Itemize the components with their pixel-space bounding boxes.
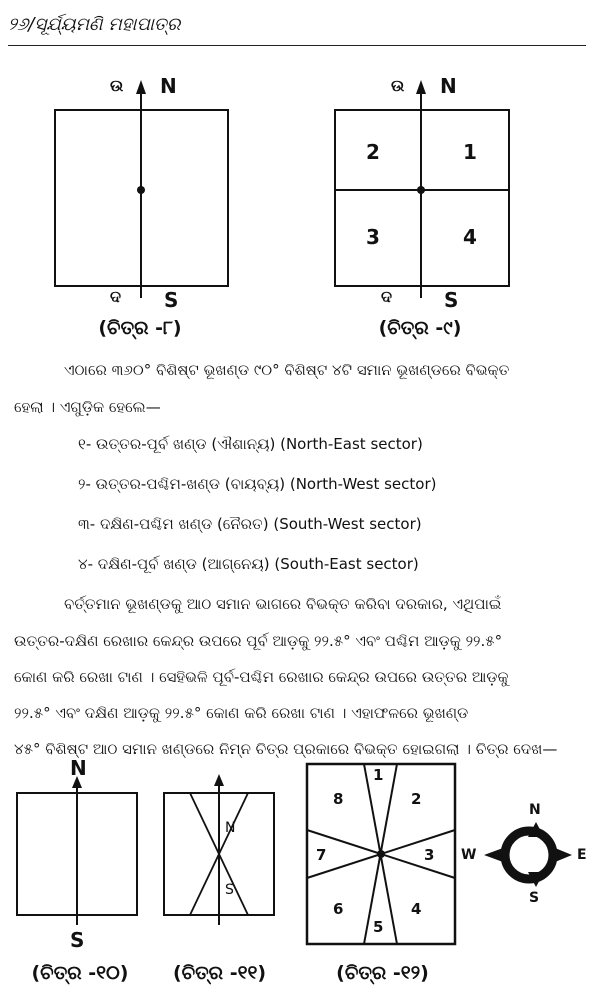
- fig12-sector-3: 3: [424, 846, 435, 864]
- para2-line-3: କୋଣ କରି ରେଖା ଟାଣ । ସେହିଭଳି ପୂର୍ବ-ପଶ୍ଚିମ ରେଖାର କେନ୍ଦ୍ର ଉପରେ ଉତ୍ତର ଆଡ଼କୁ: [14, 668, 509, 686]
- fig12-center-dot: [377, 850, 385, 858]
- fig12-sector-2: 2: [411, 790, 422, 808]
- fig11-caption: (ଚିତ୍ର -୧୧): [172, 962, 267, 984]
- fig9-south-label: S: [444, 288, 459, 312]
- fig11-south-label: S: [225, 882, 234, 898]
- fig9-center-dot: [417, 186, 425, 194]
- compass-s-label: S: [529, 890, 540, 906]
- para1-line-1: ଏଠାରେ ୩୬୦° ବିଶିଷ୍ଟ ଭୂଖଣ୍ଡ ୯୦° ବିଶିଷ୍ଟ ୪ଟି ସମାନ ଭୂଖଣ୍ଡରେ ବିଭକ୍ତ: [64, 361, 510, 379]
- fig8-north-odia-label: ଉ: [110, 76, 124, 95]
- fig9-north-odia-label: ଉ: [391, 76, 405, 95]
- fig10-caption: (ଚିତ୍ର -୧୦): [31, 962, 129, 984]
- fig11-north-label: N: [225, 820, 236, 836]
- fig11-north-arrow: [214, 774, 224, 786]
- sector-item-4: ୪- ଦକ୍ଷିଣ-ପୂର୍ବ ଖଣ୍ଡ (ଆଗ୍ନେୟ) (South-East sector): [78, 555, 419, 573]
- para2-line-2: ଉତ୍ତର-ଦକ୍ଷିଣ ରେଖାର କେନ୍ଦ୍ର ଉପରେ ପୂର୍ବ ଆଡ଼କୁ ୨୨.୫° ଏବଂ ପଶ୍ଚିମ ଆଡ଼କୁ ୨୨.୫°: [14, 632, 503, 650]
- para2-line-4: ୨୨.୫° ଏବଂ ଦକ୍ଷିଣ ଆଡ଼କୁ ୨୨.୫° କୋଣ କରି ରେଖା ଟାଣ । ଏହାଫଳରେ ଭୂଖଣ୍ଡ: [14, 704, 469, 722]
- fig9-north-label: N: [440, 74, 457, 98]
- fig8-south-odia-label: ଦ: [110, 287, 122, 306]
- fig12-sector-7: 7: [316, 846, 327, 864]
- fig12-sector-5: 5: [373, 918, 384, 936]
- fig12-caption: (ଚିତ୍ର -୧୨): [336, 962, 429, 984]
- fig9-quadrant-2: 2: [366, 140, 380, 164]
- fig9-quadrant-3: 3: [366, 225, 380, 249]
- sector-item-2: ୨- ଉତ୍ତର-ପଶ୍ଚିମ-ଖଣ୍ଡ (ବାୟବ୍ୟ) (North-West sector): [78, 475, 437, 493]
- fig8-diagram: [55, 80, 228, 298]
- para2-line-5: ୪୫° ବିଶିଷ୍ଟ ଆଠ ସମାନ ଖଣ୍ଡରେ ନିମ୍ନ ଚିତ୍ର ପ୍ରକାରେ ବିଭକ୍ତ ହୋଇଗଲା । ଚିତ୍ର ଦେଖ—: [14, 740, 558, 758]
- compass-n-label: N: [529, 802, 541, 818]
- sector-item-3: ୩- ଦକ୍ଷିଣ-ପଶ୍ଚିମ ଖଣ୍ଡ (ନୈରତ) (South-West sector): [78, 515, 422, 533]
- fig12-sector-6: 6: [333, 900, 344, 918]
- compass-ring: [505, 831, 553, 879]
- fig8-caption: (ଚିତ୍ର -୮): [98, 317, 182, 339]
- fig8-south-label: S: [164, 288, 179, 312]
- fig10-north-label: N: [70, 756, 87, 780]
- fig8-north-label: N: [160, 74, 177, 98]
- compass-rose: [484, 822, 572, 887]
- compass-west-point: [484, 848, 503, 862]
- fig11-diagram: [164, 774, 274, 925]
- fig8-north-arrow: [136, 80, 146, 94]
- fig10-south-label: S: [70, 928, 85, 952]
- fig9-caption: (ଚିତ୍ର -୯): [378, 317, 462, 339]
- fig9-diagram: [335, 80, 509, 298]
- fig8-center-dot: [137, 186, 145, 194]
- fig9-south-odia-label: ଦ: [381, 287, 393, 306]
- fig9-quadrant-4: 4: [463, 225, 477, 249]
- para2-line-1: ବର୍ତ୍ତମାନ ଭୂଖଣ୍ଡକୁ ଆଠ ସମାନ ଭାଗରେ ବିଭକ୍ତ କରିବା ଦରକାର, ଏଥିପାଇଁ: [64, 595, 502, 613]
- running-header: ୨୬/ସୂର୍ଯ୍ୟମଣି ମହାପାତ୍ର: [8, 14, 181, 35]
- compass-w-label: W: [461, 847, 477, 863]
- compass-e-label: E: [577, 847, 587, 863]
- fig10-diagram: [17, 776, 137, 925]
- fig9-quadrant-1: 1: [463, 140, 477, 164]
- fig9-north-arrow: [416, 80, 426, 94]
- compass-east-point: [555, 848, 572, 862]
- fig12-sector-8: 8: [333, 790, 344, 808]
- sector-item-1: ୧- ଉତ୍ତର-ପୂର୍ବ ଖଣ୍ଡ (ଐଶାନ୍ୟ) (North-East sector): [78, 435, 423, 453]
- para1-line-2: ହେଲା । ଏଗୁଡ଼ିକ ହେଲେ—: [14, 398, 161, 416]
- fig12-sector-1: 1: [373, 766, 384, 784]
- fig12-sector-4: 4: [411, 900, 422, 918]
